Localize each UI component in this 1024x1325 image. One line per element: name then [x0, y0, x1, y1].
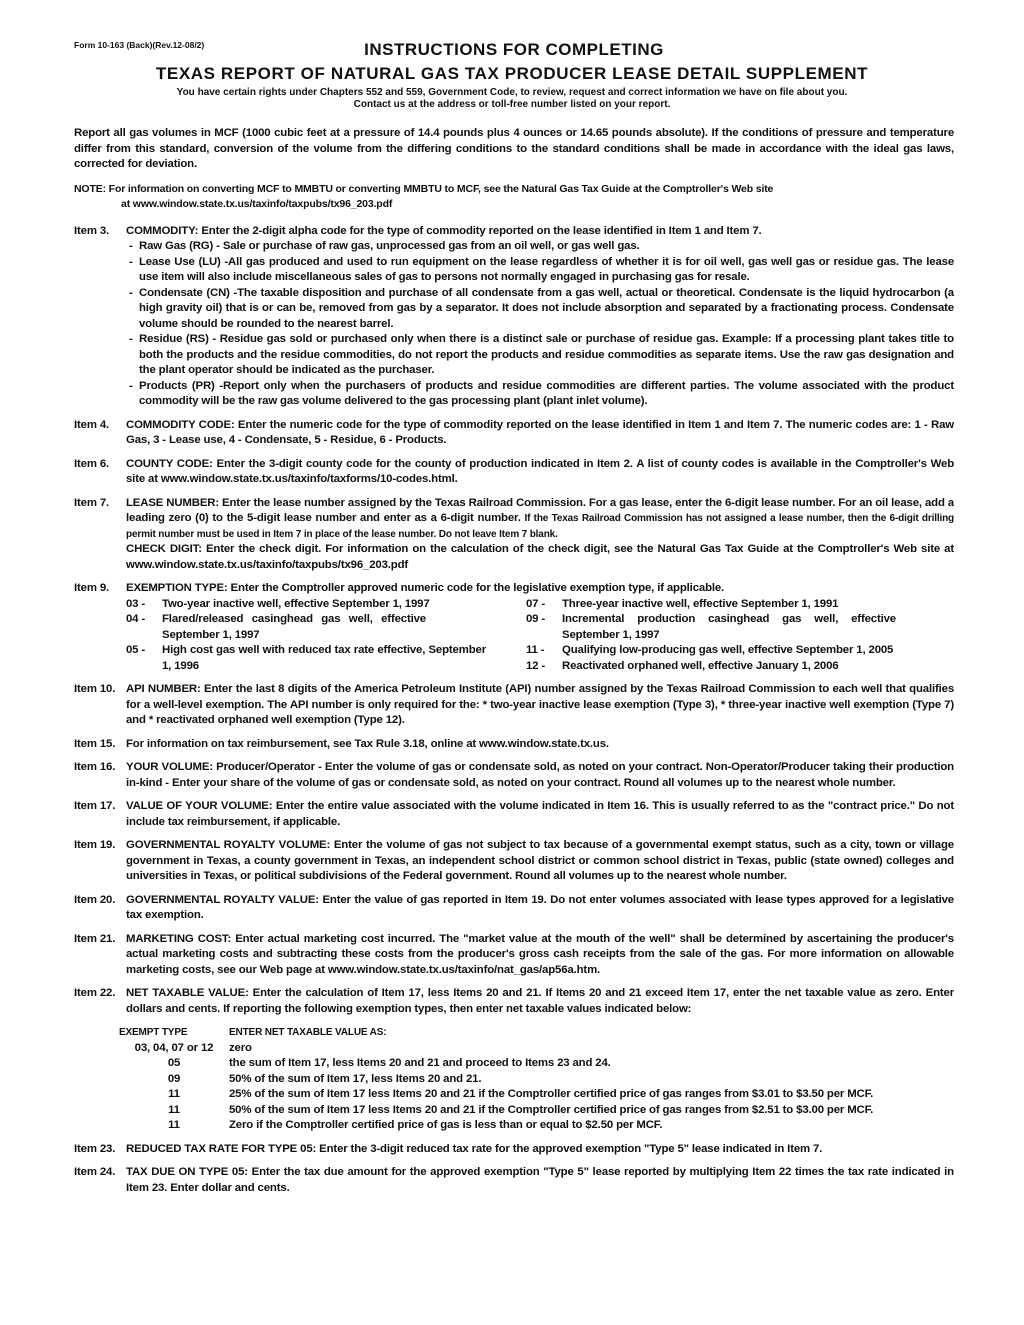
item-7 [74, 496, 954, 574]
rights-line-2: Contact us at the address or toll-free number listed on your report. [353, 99, 671, 110]
item-label: Item 20. [74, 893, 116, 906]
table-row: 11 Zero if the Comptroller certified price of gas is less than or equal to $2.50 per MCF. [168, 1119, 663, 1131]
item-20 [74, 893, 954, 924]
instructions-body [74, 126, 954, 1204]
rights-line-1: You have certain rights under Chapters 552 and 559, Government Code, to review, request and correct information we have on file about you. [176, 87, 848, 98]
item-4 [74, 418, 954, 449]
item-text: VALUE OF YOUR VOLUME: Enter the entire value associated with the volume indicated in Item 16. This is usually referred to as the "contract price." Do not include tax reimbursement, if applicable. [126, 800, 954, 828]
item-21 [74, 932, 954, 979]
item-24 [74, 1165, 954, 1196]
commodity-condensate: - Condensate (CN) -The taxable disposition and purchase of all condensate from a gas well, actual or theoretical. Condensate is the liquid hydrocarbon (a high gravity oil) that is or can be, removed from gas by a separator. It does not include absorption and separated by a fractionating process. Condensate volume should be rounded to the nearest barrel. [129, 286, 954, 330]
exemption-row: 11 - Qualifying low-producing gas well, effective September 1, 2005 [526, 644, 894, 656]
note-line-2: at www.window.state.tx.us/taxinfo/taxpubs/tx96_203.pdf [121, 197, 393, 210]
exemption-row: 05 - High cost gas well with reduced tax rate effective, September 1, 1996 [126, 644, 486, 672]
item-label: Item 15. [74, 737, 116, 750]
item-label: Item 23. [74, 1142, 116, 1155]
check-digit-text: CHECK DIGIT: Enter the check digit. For information on the calculation of the check digit, see the Natural Gas Tax Guide at the Comptroller's Web site at www.window.state.tx.us/taxinfo/taxpubs/tx96_203.pdf [126, 543, 954, 571]
item-label: Item 7. [74, 496, 110, 509]
item-17 [74, 799, 954, 830]
table-row: 11 50% of the sum of Item 17 less Items 20 and 21 if the Comptroller certified price of gas ranges from $2.51 to $3.00 per MCF. [168, 1103, 874, 1116]
item-label: Item 17. [74, 800, 116, 812]
page-subtitle: TEXAS REPORT OF NATURAL GAS TAX PRODUCER LEASE DETAIL SUPPLEMENT [155, 64, 869, 83]
item-text: REDUCED TAX RATE FOR TYPE 05: Enter the 3-digit reduced tax rate for the approved exemption "Type 5" lease indicated in Item 7. [126, 1142, 823, 1155]
exemption-row: 12 - Reactivated orphaned well, effective January 1, 2006 [526, 659, 839, 672]
rights-notice [0, 87, 1024, 111]
item-10 [74, 682, 954, 729]
item-text: COUNTY CODE: Enter the 3-digit county code for the county of production indicated in Item 2. A list of county codes is available in the Comptroller's Web site at www.window.state.tx.us/taxinfo/taxforms/10-codes.html. [126, 457, 954, 485]
item-label: Item 16. [74, 761, 116, 773]
item-label: Item 19. [74, 839, 116, 851]
item-label: Item 24. [74, 1166, 116, 1178]
commodity-raw-gas: - Raw Gas (RG) - Sale or purchase of raw gas, unprocessed gas from an oil well, or gas well gas. [129, 240, 640, 252]
exemption-row: 04 - Flared/released casinghead gas well, effective September 1, 1997 [126, 613, 426, 641]
item-6 [74, 457, 954, 488]
item-text: GOVERNMENTAL ROYALTY VOLUME: Enter the volume of gas not subject to tax because of a governmental exempt status, such as a city, town or village government in Texas, a county government in Texas, an independent school district or common school district in Texas, public (state owned) colleges and universities in Texas, or political subdivisions of the Federal government. Round all volumes up to the nearest whole number. [126, 839, 954, 882]
item-label: Item 22. [74, 987, 116, 999]
item-text: GOVERNMENTAL ROYALTY VALUE: Enter the value of gas reported in Item 19. Do not enter volumes associated with lease types approved for a legislative tax exemption. [126, 893, 954, 921]
note [74, 182, 954, 212]
commodity-residue: - Residue (RS) - Residue gas sold or purchased only when there is a distinct sale or purchase of residue gas. Example: If a processing plant takes title to both the products and the residue commodities, do not report the products and residue commodities as separate items. Use the raw gas designation and the plant operator should be indicated as the purchaser. [129, 333, 954, 376]
table-row: 03, 04, 07 or 12 zero [134, 1041, 252, 1054]
exemption-col-left [126, 597, 526, 675]
item-label: Item 21. [74, 932, 116, 945]
item-7-note: If the Texas Railroad Commission has not assigned a lease number, then the 6-digit drilling permit number must be used in Item 7 in place of the lease number. Do not leave Item 7 blank. [126, 513, 955, 540]
item-text: For information on tax reimbursement, see Tax Rule 3.18, online at www.window.state.tx.us. [126, 737, 609, 750]
table-row: 05 the sum of Item 17, less Items 20 and 21 and proceed to Items 23 and 24. [167, 1057, 611, 1069]
net-taxable-table-header: EXEMPT TYPE ENTER NET TAXABLE VALUE AS: [119, 1027, 387, 1038]
exemption-list [126, 597, 956, 675]
item-label: Item 6. [74, 457, 110, 470]
note-line-1: NOTE: For information on converting MCF to MMBTU or converting MMBTU to MCF, see the Natural Gas Tax Guide at the Comptroller's Web site [74, 182, 774, 195]
item-text: LEASE NUMBER: Enter the lease number assigned by the Texas Railroad Commission. For a gas lease, enter the 6-digit lease number. For an oil lease, add a leading zero (0) to the 5-digit lease number and enter as a 6-digit number. [126, 496, 954, 524]
item-text: MARKETING COST: Enter actual marketing cost incurred. The "market value at the mouth of the well" shall be determined by ascertaining the producer's actual marketing costs and subtracting these costs from the producer's gross cash receipts from the sale of the gas. For more information on allowable marketing costs, see our Web page at www.window.state.tx.us/taxinfo/nat_gas/ap56a.htm. [126, 932, 954, 976]
item-23 [74, 1142, 954, 1158]
item-text: COMMODITY CODE: Enter the numeric code for the type of commodity reported on the lease identified in Item 1 and Item 7. The numeric codes are: 1 - Raw Gas, 3 - Lease use, 4 - Condensate, 5 - Residue, 6 - Products. [126, 418, 954, 446]
item-16 [74, 760, 954, 791]
exemption-col-right [526, 597, 956, 675]
item-label: Item 3. [74, 224, 110, 237]
page-title: INSTRUCTIONS FOR COMPLETING [364, 40, 664, 59]
item-label: Item 9. [74, 582, 110, 594]
table-row: 11 25% of the sum of Item 17 less Items 20 and 21 if the Comptroller certified price of gas ranges from $3.01 to $3.50 per MCF. [168, 1088, 874, 1100]
item-label: Item 10. [74, 683, 116, 695]
item-3 [74, 224, 954, 410]
item-text: COMMODITY: Enter the 2-digit alpha code for the type of commodity reported on the lease identified in Item 1 and Item 7. [126, 224, 762, 237]
table-row: 09 50% of the sum of Item 17, less Items 20 and 21. [167, 1072, 482, 1085]
net-taxable-table [74, 1025, 954, 1134]
commodity-lease-use: - Lease Use (LU) -All gas produced and used to run equipment on the lease regardless of whether it is for oil well, gas well gas or residue gas. The lease use item will also include miscellaneous sales of gas to persons not normally engaged in purchasing gas for resale. [129, 255, 954, 283]
item-22 [74, 986, 954, 1017]
intro-paragraph: Report all gas volumes in MCF (1000 cubic feet at a pressure of 14.4 pounds plus 4 ounces or 14.65 pounds absolute). If the conditions of pressure and temperature differ from this standard, conversion of the volume from the differing conditions to the standard conditions shall be made in accordance with the ideal gas laws, corrected for deviation. [74, 127, 954, 170]
item-text: EXEMPTION TYPE: Enter the Comptroller approved numeric code for the legislative exemption type, if applicable. [126, 582, 725, 594]
exemption-row: 09 - Incremental production casinghead gas well, effective September 1, 1997 [526, 613, 896, 641]
item-text: NET TAXABLE VALUE: Enter the calculation of Item 17, less Items 20 and 21. If Items 20 and 21 exceed Item 17, enter the net taxable value as zero. Enter dollars and cents. If reporting the following exemption types, then enter net taxable values indicated below: [126, 987, 954, 1015]
item-15 [74, 737, 954, 753]
exemption-row: 07 - Three-year inactive well, effective September 1, 1991 [526, 597, 839, 610]
item-text: TAX DUE ON TYPE 05: Enter the tax due amount for the approved exemption "Type 5" lease reported by multiplying Item 22 times the tax rate indicated in Item 23. Enter dollar and cents. [126, 1166, 954, 1194]
commodity-products: - Products (PR) -Report only when the purchasers of products and residue commodities are different parties. The volume associated with the product commodity will be the raw gas volume delivered to the gas processing plant (plant inlet volume). [129, 379, 954, 407]
exemption-row: 03 - Two-year inactive well, effective September 1, 1997 [126, 597, 430, 610]
item-text: API NUMBER: Enter the last 8 digits of the America Petroleum Institute (API) number assigned by the Texas Railroad Commission to each well that qualifies for a well-level exemption. The API number is only required for the: * two-year inactive lease exemption (Type 3), * three-year inactive well exemption (Type 7) and * reactivated orphaned well exemption (Type 12). [126, 683, 954, 726]
item-text: YOUR VOLUME: Producer/Operator - Enter the volume of gas or condensate sold, as noted on your contract. Non-Operator/Producer taking their production in-kind - Enter your share of the volume of gas or condensate sold, as noted on your contract. Round all volumes up to the nearest whole number. [126, 761, 954, 789]
item-label: Item 4. [74, 418, 110, 431]
item-19 [74, 838, 954, 885]
form-id: Form 10-163 (Back)(Rev.12-08/2) [74, 40, 205, 50]
item-9 [74, 581, 954, 674]
